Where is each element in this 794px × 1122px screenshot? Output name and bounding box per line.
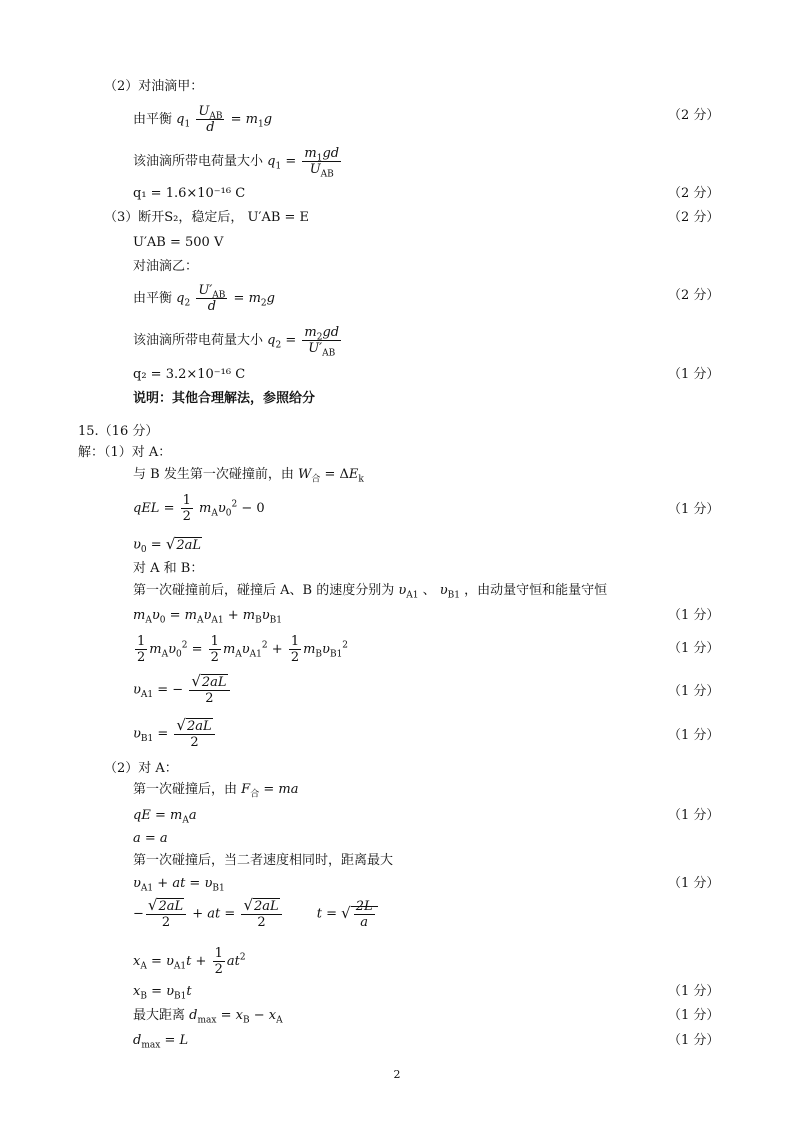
q15-title: 15.（16 分） [78,424,159,439]
q15-energy-score: （1 分） [668,502,720,517]
q15-collision-desc-b: ，由动量守恒和能量守恒 [464,583,608,598]
q15-energy-eq: qEL = $\frac{1}{2}$ $m_A\upsilon_0^2 - 0$ [133,493,265,524]
q15-dmax-eq: 最大距离 $d_{max} = x_B - x_A$ [133,1008,283,1026]
part3-note: 说明：其他合理解法，参照给分 [133,391,316,406]
q15-score-dmax: （1 分） [668,1008,720,1023]
part2-heading: （2）对油滴甲： [104,79,204,94]
q15-v0-eq: $\upsilon_0 = √2aL$ [133,535,202,556]
q15-score-energy2: （1 分） [668,641,720,656]
q15-max-dist-prefix: 最大距离 [133,1008,186,1023]
q15-time-eq: − $\frac{√2aL}{2}$ + at = $\frac{√2aL}{2}$ t = √ $\frac{2L}{a}$ [133,898,378,930]
part2-result: q₁ = 1.6×10⁻¹⁶ C [133,186,246,201]
part2-score-b: （2 分） [668,186,720,201]
part3-score-balance: （2 分） [668,288,720,303]
part3-result: q₂ = 3.2×10⁻¹⁶ C [133,367,246,382]
q15-collision-desc: 第一次碰撞前后，碰撞后 A、B 的速度分别为 $\upsilon_{A1}$ 、 $\upsilon_{B1}$ ，由动量守恒和能量守恒 [133,583,608,601]
q15-vb1-eq: $\upsilon_{B1}$ = $\frac{√2aL}{2}$ [133,718,217,750]
part2-balance-eq: 由平衡 $q_1$ $\frac{U_{AB}}{d}$ = $m_1g$ [133,104,273,135]
q15-score-xb: （1 分） [668,984,720,999]
part3-voltage: U′AB = 500 V [133,235,224,250]
q15-a-eq: a = a [133,831,168,846]
part3-balance-prefix: 由平衡 [133,291,173,306]
q15-score-momentum: （1 分） [668,608,720,623]
q15-score-dmax-l: （1 分） [668,1033,720,1048]
q15-ab-heading: 对 A 和 B： [133,561,204,576]
q15-energy2-eq: $\frac{1}{2}$ $m_A\upsilon_0^2$ = $\frac{1}{2}$ $m_A\upsilon_{A1}^2$ + $\frac{1}{2}$ $m_B\upsilon_{B1}^2$ [137,634,349,665]
part2-score-a: （2 分） [668,108,720,123]
q15-collision-desc-a: 第一次碰撞前后，碰撞后 A、B 的速度分别为 [133,583,395,598]
part3-heading-text: （3）断开S₂，稳定后， [104,210,244,225]
part3-charge-prefix: 该油滴所带电荷量大小 [133,333,264,348]
part3-charge-eq: 该油滴所带电荷量大小 $q_2$ = $\frac{m_2gd}{U'_{AB}}$ [133,325,340,359]
part3-score-heading: （2 分） [668,210,720,225]
part3-heading-eq: U′AB = E [247,210,310,225]
part2-charge-prefix: 该油滴所带电荷量大小 [133,154,264,169]
q15-after-first-text: 第一次碰撞后，由 [133,782,238,797]
q15-dmax-l-eq: $d_{max} = L$ [133,1033,189,1051]
q15-sol1-heading: 解：（1）对 A： [78,445,172,460]
part2-balance-prefix: 由平衡 [133,112,173,127]
part3-heading [104,210,309,226]
part2-charge-eq: 该油滴所带电荷量大小 $q_1$ = $\frac{m_1gd}{U_{AB}}$ [133,146,340,180]
q15-xa-eq: $x_A = \upsilon_{A1}t$ + $\frac{1}{2}$ $at^2$ [133,946,246,977]
q15-score-vb1: （1 分） [668,728,720,743]
q15-score-qe: （1 分） [668,808,720,823]
part3-oil-b: 对油滴乙： [133,259,199,274]
q15-score-vel-eq: （1 分） [668,876,720,891]
part3-score-result: （1 分） [668,367,720,382]
q15-qe-eq: qE = $m_Aa$ [133,808,197,826]
q15-max-dist-desc: 第一次碰撞后，当二者速度相同时，距离最大 [133,853,394,868]
q15-vel-eq: $\upsilon_{A1}$ + at = $\upsilon_{B1}$ [133,876,225,894]
q15-xb-eq: $x_B = \upsilon_{B1}t$ [133,984,192,1002]
q15-score-va1: （1 分） [668,684,720,699]
q15-after-first: 第一次碰撞后，由 $F_合$ = ma [133,782,299,800]
q15-momentum-eq: $m_A\upsilon_0 = m_A\upsilon_{A1} + m_B\upsilon_{B1}$ [133,608,282,626]
part3-balance-eq: 由平衡 $q_2$ $\frac{U'_{AB}}{d}$ = $m_2g$ [133,283,275,314]
q15-before-first-text: 与 B 发生第一次碰撞前，由 [133,467,294,482]
q15-before-first: 与 B 发生第一次碰撞前，由 $W_合 = \Delta E_k$ [133,467,364,485]
q15-va1-eq: $\upsilon_{A1}$ = − $\frac{√2aL}{2}$ [133,674,232,706]
q15-sol2-heading: （2）对 A： [104,761,178,776]
page-number: 2 [393,1068,401,1081]
